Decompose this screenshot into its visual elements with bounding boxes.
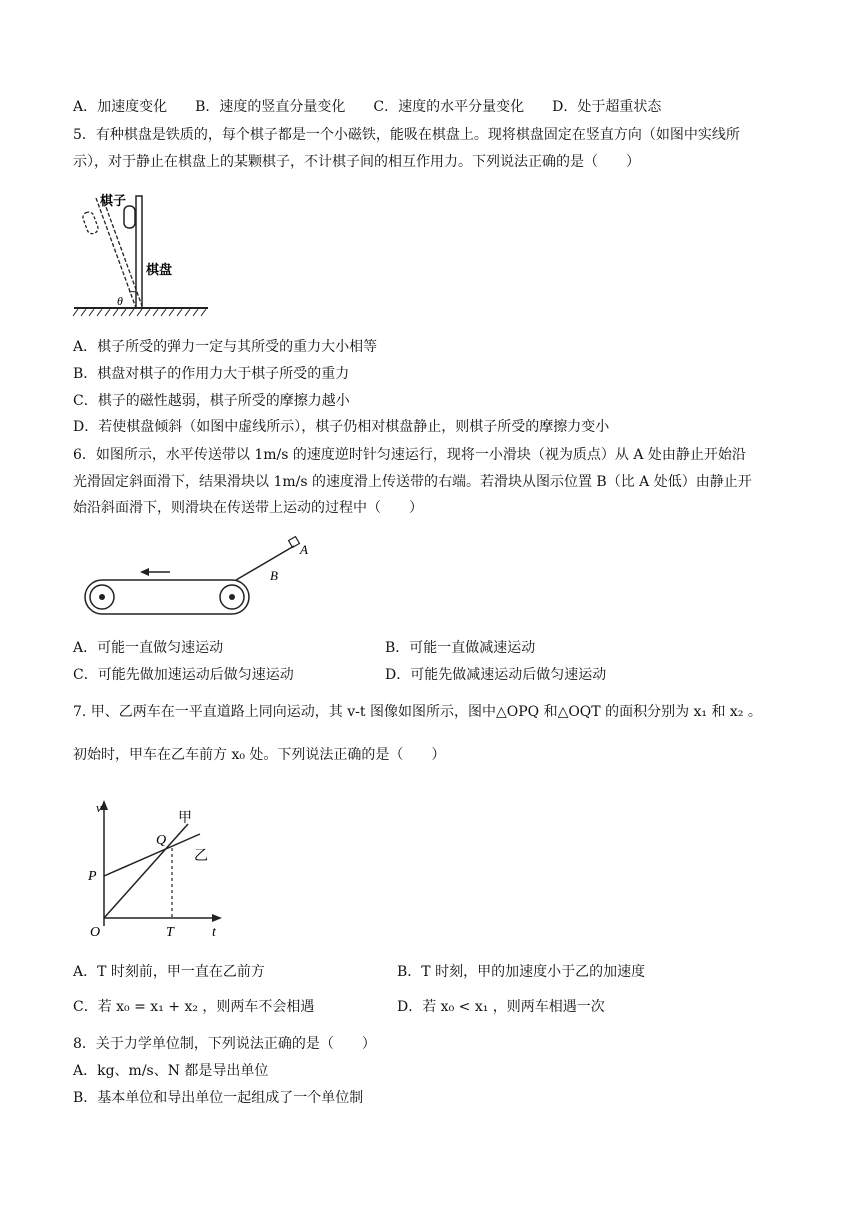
q5-option-b: B．棋盘对棋子的作用力大于棋子所受的重力 bbox=[73, 366, 350, 382]
q6-option-d: D．可能先做减速运动后做匀速运动 bbox=[385, 667, 607, 683]
q7-stem-line2: 初始时，甲车在乙车前方 x₀ 处。下列说法正确的是（ ） bbox=[73, 747, 446, 763]
direction-arrow-head bbox=[140, 568, 149, 576]
q6-conveyor-figure bbox=[78, 532, 324, 622]
q7-stem-line1: 7. 甲、乙两车在一平直道路上同向运动，其 v-t 图像如图所示，图中△OPQ 和△OQT 的面积分别为 x₁ 和 x₂ 。 bbox=[73, 704, 762, 720]
label-B: B bbox=[270, 568, 278, 583]
label-jia: 甲 bbox=[178, 811, 192, 826]
q7-vt-graph bbox=[84, 796, 234, 944]
label-T: T bbox=[166, 925, 174, 940]
q5-chessboard-figure bbox=[72, 188, 212, 320]
label-yi: 乙 bbox=[194, 849, 208, 864]
slider-block bbox=[289, 537, 300, 548]
q8-stem: 8．关于力学单位制，下列说法正确的是（ ） bbox=[73, 1036, 376, 1052]
q7-option-a: A．T 时刻前，甲一直在乙前方 bbox=[73, 964, 265, 980]
incline bbox=[236, 546, 294, 580]
q4-options-line: A．加速度变化 B．速度的竖直分量变化 C．速度的水平分量变化 D．处于超重状态 bbox=[73, 99, 662, 115]
q7-option-b: B．T 时刻，甲的加速度小于乙的加速度 bbox=[397, 964, 646, 980]
label-Q: Q bbox=[156, 833, 167, 848]
label-t: t bbox=[212, 925, 216, 940]
q6-stem-line2: 光滑固定斜面滑下，结果滑块以 1m/s 的速度滑上传送带的右端。若滑块从图示位置 B（比 A 处低）由静止开 bbox=[73, 474, 752, 490]
q5-option-a: A．棋子所受的弹力一定与其所受的重力大小相等 bbox=[73, 339, 378, 355]
label-theta: θ bbox=[117, 294, 123, 308]
left-pulley-axle bbox=[99, 594, 105, 600]
q8-option-a: A．kg、m/s、N 都是导出单位 bbox=[73, 1063, 269, 1079]
q7-option-d: D．若 x₀ < x₁ ，则两车相遇一次 bbox=[397, 999, 605, 1015]
q5-stem-line1: 5．有种棋盘是铁质的，每个棋子都是一个小磁铁，能吸在棋盘上。现将棋盘固定在竖直方向（如图中实线所 bbox=[73, 127, 740, 143]
ground-hatching bbox=[73, 309, 206, 316]
q6-option-c: C．可能先做加速运动后做匀速运动 bbox=[73, 667, 294, 683]
q6-option-a: A．可能一直做匀速运动 bbox=[73, 640, 224, 656]
q8-option-b: B．基本单位和导出单位一起组成了一个单位制 bbox=[73, 1090, 364, 1106]
t-axis-arrow bbox=[212, 914, 222, 922]
label-piece: 棋子 bbox=[100, 193, 127, 208]
q5-option-c: C．棋子的磁性越弱，棋子所受的摩擦力越小 bbox=[73, 393, 350, 409]
label-board: 棋盘 bbox=[146, 262, 173, 277]
right-pulley-axle bbox=[229, 594, 235, 600]
label-A: A bbox=[300, 542, 308, 557]
q6-stem-line3: 始沿斜面滑下，则滑块在传送带上运动的过程中（ ） bbox=[73, 500, 423, 516]
q7-option-c: C．若 x₀ = x₁ + x₂ ，则两车不会相遇 bbox=[73, 999, 315, 1015]
label-O: O bbox=[90, 925, 101, 940]
piece-solid bbox=[124, 206, 135, 228]
label-v: v bbox=[96, 800, 102, 815]
q5-stem-line2: 示），对于静止在棋盘上的某颗棋子，不计棋子间的相互作用力。下列说法正确的是（ ） bbox=[73, 154, 640, 170]
line-yi bbox=[104, 834, 200, 876]
label-P: P bbox=[88, 869, 97, 884]
q5-option-d: D．若使棋盘倾斜（如图中虚线所示），棋子仍相对棋盘静止，则棋子所受的摩擦力变小 bbox=[73, 419, 610, 435]
piece-dashed bbox=[82, 211, 100, 235]
q6-option-b: B．可能一直做减速运动 bbox=[385, 640, 536, 656]
q6-stem-line1: 6．如图所示，水平传送带以 1m/s 的速度逆时针匀速运行，现将一小滑块（视为质点）从 A 处由静止开始沿 bbox=[73, 447, 746, 463]
vertical-board bbox=[136, 196, 142, 308]
